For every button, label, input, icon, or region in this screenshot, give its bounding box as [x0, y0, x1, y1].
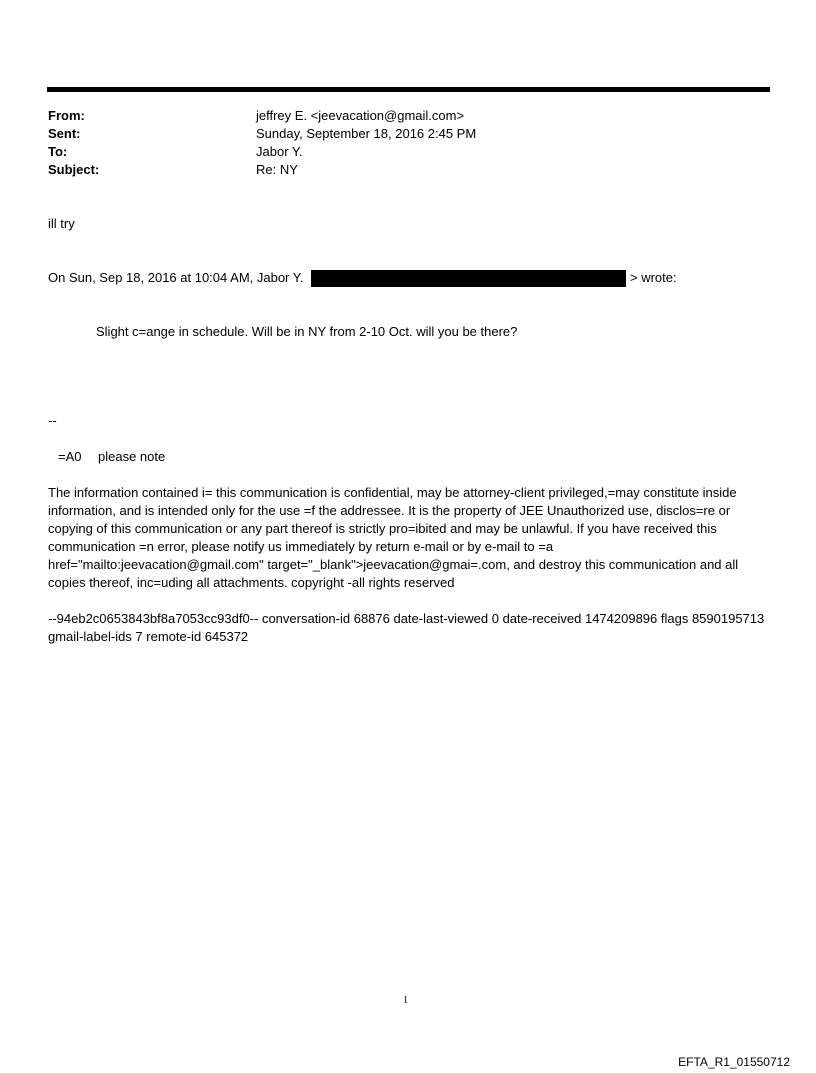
page-number: 1	[403, 995, 408, 1006]
note-prefix: =A0	[58, 449, 82, 464]
from-label: From:	[48, 108, 85, 123]
from-value: jeffrey E. <jeevacation@gmail.com>	[256, 108, 465, 123]
signature-separator: --	[48, 413, 57, 428]
sent-value: Sunday, September 18, 2016 2:45 PM	[256, 126, 477, 141]
redaction-bar	[311, 270, 626, 287]
header-rule	[47, 87, 770, 92]
document-id: EFTA_R1_01550712	[678, 1055, 790, 1069]
sent-label: Sent:	[48, 126, 81, 141]
subject-label: Subject:	[48, 162, 100, 177]
metadata-paragraph: --94eb2c0653843bf8a7053cc93df0-- conversation-id 68876 date-last-viewed 0 date-received 1474209896 flags 8590195713 gmail-label-ids 7 remote-id 645372	[48, 611, 765, 644]
quote-intro-before: On Sun, Sep 18, 2016 at 10:04 AM, Jabor Y.	[48, 270, 304, 285]
disclaimer-paragraph: The information contained i= this communication is confidential, may be attorney-client privileged,=may constitute inside information, and is intended only for the use =f the addressee. It is the property of JEE Unauthorized use, disclos=re or copying of this communication or any part thereof is strictly pro=ibited and may be unlawful. If you have received this communication =n error, please notify us immediately by return e-mail or by e-mail to =a href="mailto:jeevacation@gmail.com" target="_blank">jeevacation@gmai=.com, and destroy this communication and all copies thereof, inc=uding all attachments. copyright -all rights reserved	[48, 485, 739, 590]
note-text: please note	[98, 449, 166, 464]
subject-value: Re: NY	[256, 162, 298, 177]
reply-text: ill try	[48, 216, 75, 231]
to-value: Jabor Y.	[256, 144, 303, 159]
quoted-message: Slight c=ange in schedule. Will be in NY from 2-10 Oct. will you be there?	[96, 324, 518, 339]
to-label: To:	[48, 144, 68, 159]
quote-intro-after: > wrote:	[630, 270, 677, 285]
